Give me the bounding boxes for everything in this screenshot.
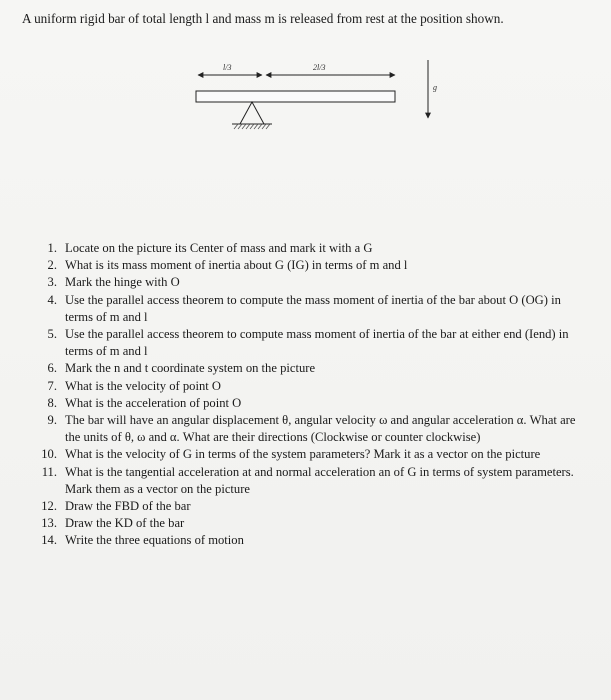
bar-diagram: [0, 0, 611, 220]
label-one-third: l/3: [223, 63, 232, 72]
question-item: 12. Draw the FBD of the bar: [41, 499, 191, 514]
question-item: 5. Use the parallel access theorem to compute mass moment of inertia of the bar at either end (Iend) in terms of m and l: [47, 327, 569, 359]
question-item: 13. Draw the KD of the bar: [41, 516, 185, 531]
bar-figure: [0, 0, 611, 220]
ground-hatching: [234, 124, 270, 129]
question-item: 11. What is the tangential acceleration at and normal acceleration an of G in terms of system parameters. Mark them as a vector on the picture: [41, 464, 574, 496]
question-item: 8. What is the acceleration of point O: [47, 395, 242, 410]
question-item: 1. Locate on the picture its Center of mass and mark it with a G: [47, 241, 373, 255]
question-item: 6. Mark the n and t coordinate system on the picture: [47, 361, 316, 376]
question-item: 3. Mark the hinge with O: [47, 275, 180, 290]
question-item: 9. The bar will have an angular displacement θ, angular velocity ω and angular acceleration α. What are the units of θ, ω and α. What are their directions (Clockwise or counter clockwise): [47, 413, 576, 445]
question-item: 4. Use the parallel access theorem to compute the mass moment of inertia of the bar about O (OG) in terms of m and l: [47, 292, 561, 324]
question-item: 2. What is its mass moment of inertia about G (IG) in terms of m and l: [47, 258, 408, 273]
label-gravity: g: [433, 83, 437, 92]
problem-statement: A uniform rigid bar of total length l and mass m is released from rest at the position shown.: [22, 11, 504, 26]
question-item: 7. What is the velocity of point O: [47, 378, 221, 393]
rigid-bar: [196, 91, 395, 102]
label-two-thirds: 2l/3: [313, 63, 326, 72]
question-item: 10. What is the velocity of G in terms of the system parameters? Mark it as a vector on the picture: [41, 447, 541, 462]
hinge-support: [240, 102, 264, 124]
question-item: 14. Write the three equations of motion: [41, 533, 244, 548]
question-list: [20, 240, 580, 550]
